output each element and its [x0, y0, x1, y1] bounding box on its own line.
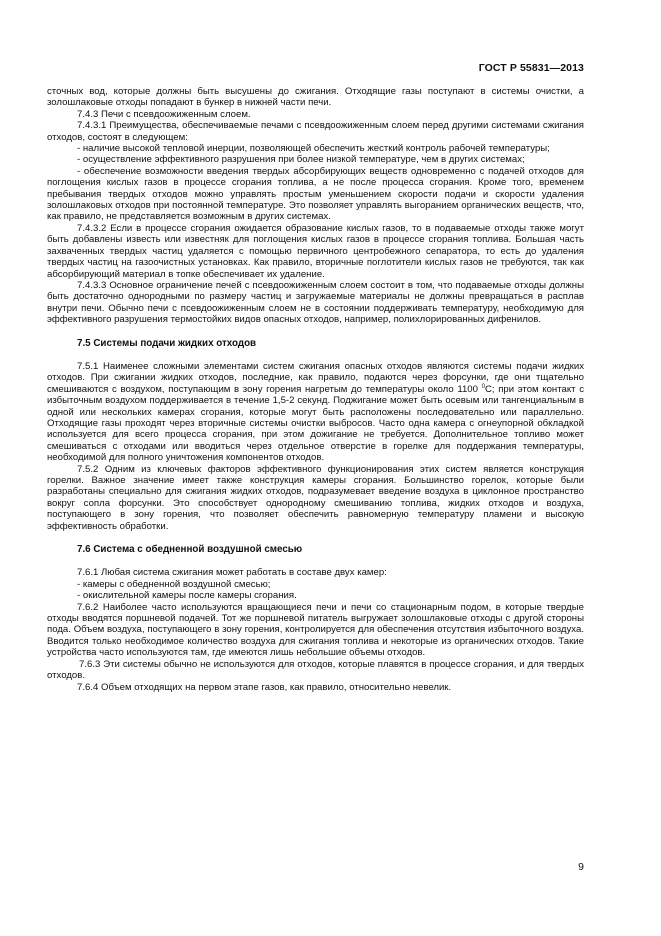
page-body [47, 86, 584, 693]
list-item-absorbents: - обеспечение возможности введения твердых абсорбирующих веществ одновременно с подачей отходов для поглощения кислых газов в процессе сгорания топлива, а не после процесса сгорания. Кроме того, временем пребывания твердых отходов можно управлять простым уменьшением скорости подачи и скорости удаления золошлаковых отходов при постоянной температуре. Это позволяет управлять выгоранием органических веществ, что, как правило, не представляется возможным в других системах. [47, 165, 584, 223]
list-item-thermal-inertia: - наличие высокой тепловой инерции, позволяющей обеспечить жесткий контроль рабочей температуры; [77, 143, 550, 155]
paragraph-7-4-3-3: 7.4.3.3 Основное ограничение печей с псевдоожиженным слоем состоит в том, что подаваемые отходы должны быть достаточно однородными по размеру частиц и загружаемые материалы не должны превращаться в расплав внутри печи. Обычно печи с псевдоожиженным слоем не в состоянии поддерживать температуру, необходимую для эффективного разрушения термостойких видов опасных отходов, например, полихлорированных дифенилов. [47, 279, 584, 326]
paragraph-7-5-1 [47, 361, 584, 464]
paragraph-7-5-1-part-b: С; при этом контакт с избыточным воздухом поддерживается в течение 1,5-2 секунд. Поджигание может быть осевым или тангенциальным в одной или нескольких камерах сгорания, которые могут быть расположены последовательно или параллельно. Отходящие газы проходят через вторичные системы очистки выбросов. Часто одна камера с огнеупорной обкладкой используется для всего процесса сгорания, при этом дожигание не требуется. Дополнительное топливо может смешиваться с отходами или вводиться через отдельное отверстие в горелке для поддержания температуры, необходимой для полного уничтожения компонентов отходов. [47, 383, 584, 464]
heading-7-6: 7.6 Система с обедненной воздушной смесью [77, 544, 303, 556]
document-standard-id: ГОСТ Р 55831—2013 [478, 62, 584, 74]
heading-7-5: 7.5 Системы подачи жидких отходов [77, 337, 257, 349]
paragraph-7-5-2: 7.5.2 Одним из ключевых факторов эффективного функционирования этих систем является конструкция горелки. Важное значение имеет также конструкция камеры сгорания. Большинство горелок, которые были разработаны специально для сжигания жидких отходов, подразумевает введение воздуха в циклонное пространство вокруг сопла форсунки. Это способствует однородному смешиванию топлива, жидких отходов и воздуха, поступающего в зону горения, что позволяет обеспечить равномерную температуру пламени и высокую эффективность обработки. [47, 463, 584, 532]
page-number: 9 [578, 861, 584, 873]
list-item-oxidation-chamber: - окислительной камеры после камеры сгорания. [77, 590, 297, 602]
list-item-lean-chamber: - камеры с обедненной воздушной смесью; [77, 578, 271, 590]
list-item-low-temperature: - осуществление эффективного разрушения при более низкой температуре, чем в других системах; [77, 154, 525, 166]
section-7-4-3-title: 7.4.3 Печи с псевдоожиженным слоем. [77, 108, 251, 120]
paragraph-7-4-3-1: 7.4.3.1 Преимущества, обеспечиваемые печами с псевдоожиженным слоем перед другими системами сжигания отходов, состоят в следующем: [47, 120, 584, 143]
paragraph-7-6-3: 7.6.3 Эти системы обычно не используются для отходов, которые плавятся в процессе сгорания, и для твердых отходов. [47, 658, 584, 682]
paragraph-7-6-1: 7.6.1 Любая система сжигания может работать в составе двух камер: [77, 567, 387, 579]
paragraph-continuation: сточных вод, которые должны быть высушены до сжигания. Отходящие газы поступают в системы очистки, а золошлаковые отходы попадают в бункер в нижней части печи. [47, 86, 584, 109]
paragraph-7-5-1-part-a: 7.5.1 Наименее сложными элементами систем сжигания опасных отходов являются системы подачи жидких отходов. При сжигании жидких отходов, последние, как правило, подаются через форсунки, где они тщательно смешиваются с воздухом, поступающим в зону горения нагретым до температуры около 1100 [47, 360, 584, 395]
degree-superscript: 0 [481, 383, 485, 390]
paragraph-7-4-3-2: 7.4.3.2 Если в процессе сгорания ожидается образование кислых газов, то в подаваемые отходы также могут быть добавлены известь или известняк для поглощения кислых газов в процессе сгорания топлива. Большая часть захваченных твердых частиц удаляется с помощью первичного центробежного сепаратора, то есть до удаления твердых частиц на газоочистных установках. Как правило, вторичные поглотители кислых газов не требуются, так как абсорбирующий материал в топке обеспечивает их удаление. [47, 222, 584, 280]
paragraph-7-6-2: 7.6.2 Наиболее часто используются вращающиеся печи и печи со стационарным подом, в которые твердые отходы вводятся поршневой подачей. Тот же поршневой питатель выгружает золошлаковые отходы с другой стороны пода. Объем воздуха, поступающего в зону горения, контролируется для обеспечения отсутствия избыточного воздуха. Вводится только необходимое количество воздуха для сжигания топлива и некоторые из органических отходов. Такие устройства часто используются там, где имеются лишь небольшие объемы отходов. [47, 601, 584, 659]
paragraph-7-6-4: 7.6.4 Объем отходящих на первом этапе газов, как правило, относительно невелик. [77, 681, 452, 693]
